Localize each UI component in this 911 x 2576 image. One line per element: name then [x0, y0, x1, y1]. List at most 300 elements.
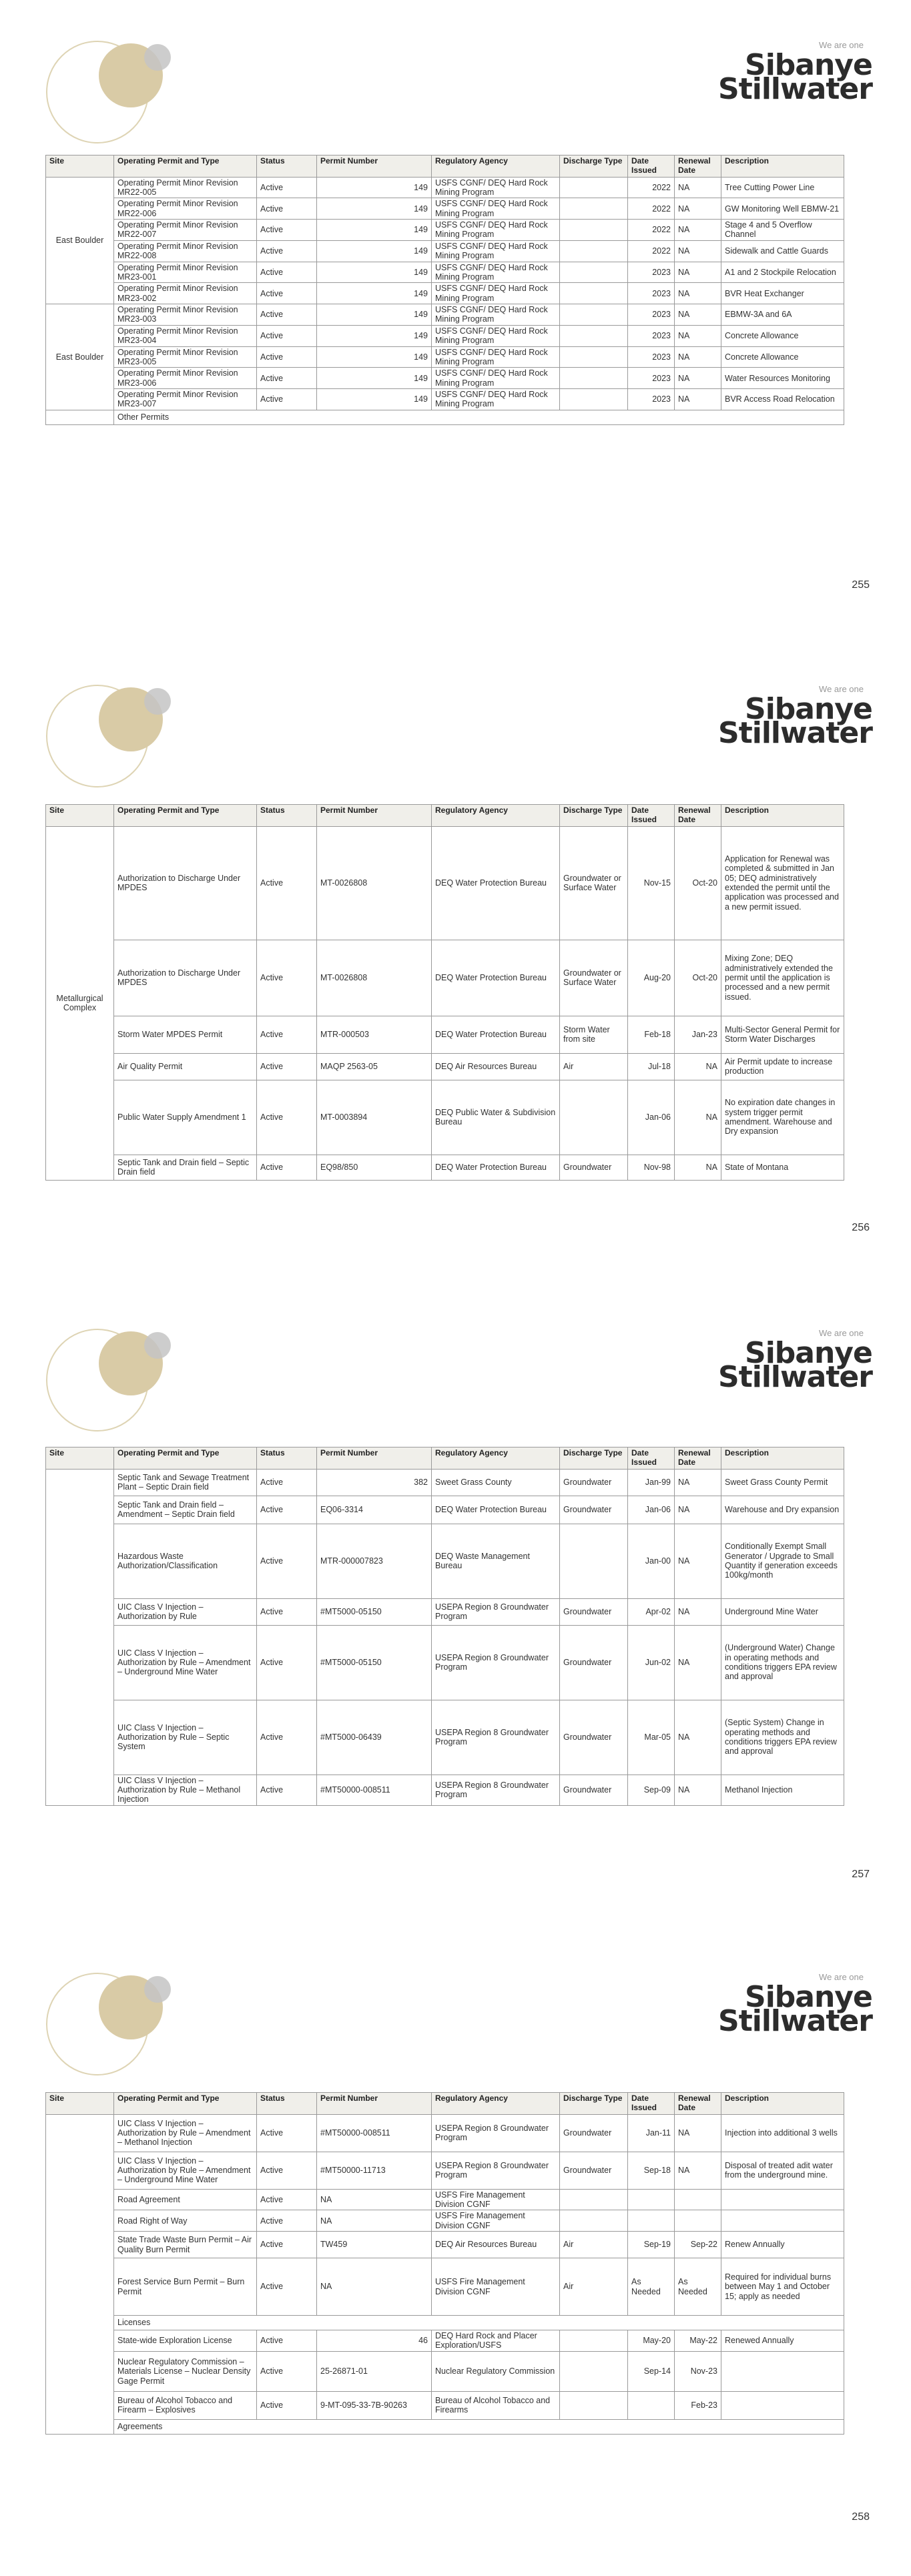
renewal-cell: Nov-23: [675, 2351, 721, 2391]
date-issued-cell: Sep-09: [628, 1775, 675, 1805]
description-cell: Conditionally Exempt Small Generator / Upgrade to Small Quantity if generation exceeds 100kg/month: [721, 1524, 844, 1598]
permit-type-cell: Operating Permit Minor Revision MR23-002: [114, 283, 257, 304]
description-cell: Disposal of treated adit water from the underground mine.: [721, 2152, 844, 2189]
discharge-cell: Groundwater: [560, 2152, 628, 2189]
permit-number-cell: 25-26871-01: [317, 2351, 432, 2391]
date-issued-cell: [628, 2189, 675, 2210]
renewal-cell: Sep-22: [675, 2232, 721, 2258]
col-discharge-type: Discharge Type: [560, 2093, 628, 2115]
discharge-cell: [560, 304, 628, 326]
col-renewal-date: Renewal Date: [675, 805, 721, 827]
agency-cell: USEPA Region 8 Groundwater Program: [432, 2152, 560, 2189]
status-cell: Active: [257, 1016, 317, 1053]
table-row: [46, 2210, 844, 2232]
agency-cell: USFS Fire Management Division CGNF: [432, 2210, 560, 2232]
permit-type-cell: Authorization to Discharge Under MPDES: [114, 940, 257, 1016]
site-cell: East Boulder: [46, 177, 114, 304]
discharge-cell: [560, 1524, 628, 1598]
permit-number-cell: #MT50000-008511: [317, 1775, 432, 1805]
description-cell: BVR Access Road Relocation: [721, 389, 844, 410]
col-description: Description: [721, 1447, 844, 1470]
renewal-cell: NA: [675, 198, 721, 220]
permit-number-cell: NA: [317, 2210, 432, 2232]
permit-type-cell: UIC Class V Injection – Authorization by Rule: [114, 1598, 257, 1625]
description-cell: Stage 4 and 5 Overflow Channel: [721, 220, 844, 241]
agency-cell: DEQ Hard Rock and Placer Exploration/USFS: [432, 2330, 560, 2352]
discharge-cell: Air: [560, 1053, 628, 1080]
discharge-cell: Air: [560, 2258, 628, 2316]
agency-cell: USFS CGNF/ DEQ Hard Rock Mining Program: [432, 346, 560, 368]
table-row: [46, 2114, 844, 2152]
section-row-agreements: [46, 2419, 844, 2434]
discharge-cell: Groundwater: [560, 1496, 628, 1524]
logo-word2: tillwater: [738, 716, 872, 750]
permit-type-cell: Public Water Supply Amendment 1: [114, 1080, 257, 1155]
status-cell: Active: [257, 2330, 317, 2352]
table-header-row: [46, 2093, 844, 2115]
permit-type-cell: Operating Permit Minor Revision MR22-008: [114, 240, 257, 262]
renewal-cell: NA: [675, 346, 721, 368]
description-cell: [721, 2189, 844, 2210]
discharge-cell: [560, 283, 628, 304]
renewal-cell: NA: [675, 1524, 721, 1598]
permit-type-cell: UIC Class V Injection – Authorization by Rule – Amendment – Underground Mine Water: [114, 1625, 257, 1700]
permit-type-cell: Road Agreement: [114, 2189, 257, 2210]
description-cell: Mixing Zone; DEQ administratively extended the permit until the application is processed and a new permit issued.: [721, 940, 844, 1016]
agency-cell: DEQ Water Protection Bureau: [432, 940, 560, 1016]
permit-number-cell: 149: [317, 198, 432, 220]
renewal-cell: Oct-20: [675, 940, 721, 1016]
discharge-cell: [560, 1080, 628, 1155]
discharge-cell: Air: [560, 2232, 628, 2258]
agency-cell: DEQ Public Water & Subdivision Bureau: [432, 1080, 560, 1155]
permit-number-cell: 149: [317, 177, 432, 198]
description-cell: EBMW-3A and 6A: [721, 304, 844, 326]
table-row: [46, 220, 844, 241]
date-issued-cell: 2022: [628, 240, 675, 262]
renewal-cell: NA: [675, 368, 721, 389]
agency-cell: USFS CGNF/ DEQ Hard Rock Mining Program: [432, 240, 560, 262]
description-cell: State of Montana: [721, 1155, 844, 1180]
permit-number-cell: 149: [317, 389, 432, 410]
logo-word1: ibanye: [765, 48, 872, 82]
description-cell: [721, 2351, 844, 2391]
permit-number-cell: #MT50000-11713: [317, 2152, 432, 2189]
table-row: [46, 346, 844, 368]
logo-word1: ibanye: [765, 1336, 872, 1370]
description-cell: Renewed Annually: [721, 2330, 844, 2352]
permit-type-cell: Operating Permit Minor Revision MR23-004: [114, 325, 257, 346]
agency-cell: DEQ Water Protection Bureau: [432, 1155, 560, 1180]
permit-number-cell: 382: [317, 1469, 432, 1496]
renewal-cell: NA: [675, 325, 721, 346]
permit-number-cell: MAQP 2563-05: [317, 1053, 432, 1080]
table-row: [46, 177, 844, 198]
permit-number-cell: 46: [317, 2330, 432, 2352]
discharge-cell: [560, 368, 628, 389]
permit-type-cell: Operating Permit Minor Revision MR22-006: [114, 198, 257, 220]
col-site: Site: [46, 1447, 114, 1470]
description-cell: (Septic System) Change in operating methods and conditions triggers EPA review and approval: [721, 1700, 844, 1775]
table-row: [46, 1053, 844, 1080]
renewal-cell: NA: [675, 1496, 721, 1524]
table-row: [46, 2152, 844, 2189]
status-cell: Active: [257, 2391, 317, 2419]
page-number: 255: [852, 579, 870, 591]
table-row: [46, 1016, 844, 1053]
status-cell: Active: [257, 1524, 317, 1598]
permit-type-cell: Bureau of Alcohol Tobacco and Firearm – Explosives: [114, 2391, 257, 2419]
agency-cell: DEQ Waste Management Bureau: [432, 1524, 560, 1598]
description-cell: Warehouse and Dry expansion: [721, 1496, 844, 1524]
description-cell: No expiration date changes in system trigger permit amendment. Warehouse and Dry expansion: [721, 1080, 844, 1155]
date-issued-cell: [628, 2210, 675, 2232]
agency-cell: USFS Fire Management Division CGNF: [432, 2189, 560, 2210]
company-logo: We are one Sibanye Stillwater: [718, 1328, 872, 1394]
status-cell: Active: [257, 2351, 317, 2391]
renewal-cell: May-22: [675, 2330, 721, 2352]
col-discharge-type: Discharge Type: [560, 805, 628, 827]
col-discharge-type: Discharge Type: [560, 1447, 628, 1470]
date-issued-cell: 2022: [628, 177, 675, 198]
logo-tagline: We are one: [819, 1972, 864, 1982]
description-cell: [721, 2210, 844, 2232]
date-issued-cell: 2023: [628, 262, 675, 283]
description-cell: Sidewalk and Cattle Guards: [721, 240, 844, 262]
table-row: [46, 940, 844, 1016]
discharge-cell: [560, 2330, 628, 2352]
logo-word2: tillwater: [738, 72, 872, 106]
table-row: [46, 368, 844, 389]
table-header-row: [46, 805, 844, 827]
status-cell: Active: [257, 1775, 317, 1805]
permit-number-cell: TW459: [317, 2232, 432, 2258]
permit-number-cell: MTR-000503: [317, 1016, 432, 1053]
permit-number-cell: 149: [317, 368, 432, 389]
renewal-cell: NA: [675, 2114, 721, 2152]
description-cell: Concrete Allowance: [721, 325, 844, 346]
discharge-cell: Groundwater: [560, 1598, 628, 1625]
permit-number-cell: 149: [317, 325, 432, 346]
permit-number-cell: 149: [317, 304, 432, 326]
page-256: [0, 644, 911, 1288]
col-permit-number: Permit Number: [317, 1447, 432, 1470]
permit-type-cell: Nuclear Regulatory Commission – Materials License – Nuclear Density Gage Permit: [114, 2351, 257, 2391]
table-row: [46, 283, 844, 304]
page-255: [0, 0, 911, 644]
renewal-cell: NA: [675, 283, 721, 304]
date-issued-cell: Jan-06: [628, 1496, 675, 1524]
status-cell: Active: [257, 1625, 317, 1700]
permit-number-cell: 149: [317, 262, 432, 283]
permit-type-cell: Authorization to Discharge Under MPDES: [114, 826, 257, 940]
table-row: [46, 2189, 844, 2210]
permit-type-cell: Septic Tank and Drain field – Amendment – Septic Drain field: [114, 1496, 257, 1524]
status-cell: Active: [257, 1155, 317, 1180]
agency-cell: USFS CGNF/ DEQ Hard Rock Mining Program: [432, 177, 560, 198]
table-row: [46, 2258, 844, 2316]
col-description: Description: [721, 155, 844, 178]
col-date-issued: Date Issued: [628, 805, 675, 827]
date-issued-cell: Jul-18: [628, 1053, 675, 1080]
agency-cell: USFS CGNF/ DEQ Hard Rock Mining Program: [432, 304, 560, 326]
date-issued-cell: Nov-98: [628, 1155, 675, 1180]
agency-cell: USFS CGNF/ DEQ Hard Rock Mining Program: [432, 220, 560, 241]
status-cell: Active: [257, 283, 317, 304]
discharge-cell: Groundwater: [560, 1775, 628, 1805]
section-row-other-permits: [46, 410, 844, 424]
logo-word1: ibanye: [765, 692, 872, 726]
status-cell: Active: [257, 240, 317, 262]
date-issued-cell: Sep-14: [628, 2351, 675, 2391]
date-issued-cell: Jun-02: [628, 1625, 675, 1700]
table-row: [46, 1080, 844, 1155]
date-issued-cell: 2023: [628, 389, 675, 410]
discharge-cell: [560, 389, 628, 410]
table-header-row: [46, 155, 844, 178]
site-cell: East Boulder: [46, 304, 114, 410]
col-status: Status: [257, 2093, 317, 2115]
permit-type-cell: Septic Tank and Drain field – Septic Drain field: [114, 1155, 257, 1180]
table-row: [46, 389, 844, 410]
date-issued-cell: Jan-11: [628, 2114, 675, 2152]
date-issued-cell: 2023: [628, 304, 675, 326]
agency-cell: DEQ Water Protection Bureau: [432, 1496, 560, 1524]
company-logo: We are one Sibanye Stillwater: [718, 40, 872, 106]
renewal-cell: Feb-23: [675, 2391, 721, 2419]
permit-number-cell: MT-0026808: [317, 826, 432, 940]
permit-number-cell: #MT5000-06439: [317, 1700, 432, 1775]
renewal-cell: NA: [675, 2152, 721, 2189]
status-cell: Active: [257, 2114, 317, 2152]
permit-type-cell: UIC Class V Injection – Authorization by Rule – Amendment – Methanol Injection: [114, 2114, 257, 2152]
page-258: [0, 1932, 911, 2576]
renewal-cell: Jan-23: [675, 1016, 721, 1053]
discharge-cell: [560, 262, 628, 283]
renewal-cell: NA: [675, 1700, 721, 1775]
table-row: [46, 240, 844, 262]
date-issued-cell: Jan-99: [628, 1469, 675, 1496]
permit-number-cell: 9-MT-095-33-7B-90263: [317, 2391, 432, 2419]
table-row: [46, 1625, 844, 1700]
agency-cell: USFS CGNF/ DEQ Hard Rock Mining Program: [432, 389, 560, 410]
permit-type-cell: Hazardous Waste Authorization/Classification: [114, 1524, 257, 1598]
date-issued-cell: 2023: [628, 368, 675, 389]
discharge-cell: [560, 198, 628, 220]
status-cell: Active: [257, 177, 317, 198]
permit-type-cell: State Trade Waste Burn Permit – Air Quality Burn Permit: [114, 2232, 257, 2258]
permit-type-cell: Operating Permit Minor Revision MR23-005: [114, 346, 257, 368]
col-status: Status: [257, 1447, 317, 1470]
col-site: Site: [46, 805, 114, 827]
date-issued-cell: Nov-15: [628, 826, 675, 940]
status-cell: Active: [257, 2210, 317, 2232]
discharge-cell: [560, 2391, 628, 2419]
col-permit-type: Operating Permit and Type: [114, 805, 257, 827]
section-label: Licenses: [114, 2316, 844, 2330]
col-permit-type: Operating Permit and Type: [114, 155, 257, 178]
description-cell: Concrete Allowance: [721, 346, 844, 368]
renewal-cell: NA: [675, 1053, 721, 1080]
renewal-cell: NA: [675, 1469, 721, 1496]
agency-cell: USFS CGNF/ DEQ Hard Rock Mining Program: [432, 283, 560, 304]
logo-tagline: We are one: [819, 40, 864, 50]
table-row: [46, 2391, 844, 2419]
permit-number-cell: EQ06-3314: [317, 1496, 432, 1524]
site-cell: Metallurgical Complex: [46, 826, 114, 1180]
permit-type-cell: UIC Class V Injection – Authorization by Rule – Amendment – Underground Mine Water: [114, 2152, 257, 2189]
renewal-cell: NA: [675, 304, 721, 326]
discharge-cell: Groundwater or Surface Water: [560, 826, 628, 940]
col-status: Status: [257, 155, 317, 178]
discharge-cell: Groundwater or Surface Water: [560, 940, 628, 1016]
col-agency: Regulatory Agency: [432, 2093, 560, 2115]
date-issued-cell: Sep-18: [628, 2152, 675, 2189]
renewal-cell: As Needed: [675, 2258, 721, 2316]
date-issued-cell: 2022: [628, 220, 675, 241]
agency-cell: Bureau of Alcohol Tobacco and Firearms: [432, 2391, 560, 2419]
agency-cell: DEQ Water Protection Bureau: [432, 826, 560, 940]
permit-number-cell: 149: [317, 240, 432, 262]
table-row: [46, 1524, 844, 1598]
agency-cell: DEQ Water Protection Bureau: [432, 1016, 560, 1053]
permit-number-cell: NA: [317, 2189, 432, 2210]
permit-type-cell: Forest Service Burn Permit – Burn Permit: [114, 2258, 257, 2316]
section-label: Other Permits: [114, 410, 844, 424]
permit-type-cell: Septic Tank and Sewage Treatment Plant – Septic Drain field: [114, 1469, 257, 1496]
col-description: Description: [721, 2093, 844, 2115]
date-issued-cell: Apr-02: [628, 1598, 675, 1625]
discharge-cell: Groundwater: [560, 1700, 628, 1775]
renewal-cell: NA: [675, 177, 721, 198]
permit-number-cell: MT-0026808: [317, 940, 432, 1016]
table-row: [46, 262, 844, 283]
table-row: [46, 1775, 844, 1805]
permit-number-cell: EQ98/850: [317, 1155, 432, 1180]
status-cell: Active: [257, 2258, 317, 2316]
description-cell: Air Permit update to increase production: [721, 1053, 844, 1080]
description-cell: Sweet Grass County Permit: [721, 1469, 844, 1496]
date-issued-cell: 2022: [628, 198, 675, 220]
status-cell: Active: [257, 1598, 317, 1625]
page-number: 258: [852, 2511, 870, 2523]
renewal-cell: [675, 2189, 721, 2210]
permit-type-cell: Storm Water MPDES Permit: [114, 1016, 257, 1053]
status-cell: Active: [257, 346, 317, 368]
discharge-cell: [560, 2351, 628, 2391]
permit-number-cell: 149: [317, 283, 432, 304]
permit-type-cell: UIC Class V Injection – Authorization by Rule – Septic System: [114, 1700, 257, 1775]
col-discharge-type: Discharge Type: [560, 155, 628, 178]
status-cell: Active: [257, 325, 317, 346]
agency-cell: USFS CGNF/ DEQ Hard Rock Mining Program: [432, 325, 560, 346]
permit-number-cell: 149: [317, 220, 432, 241]
permits-table: [45, 155, 844, 425]
renewal-cell: NA: [675, 220, 721, 241]
table-row: [46, 1496, 844, 1524]
date-issued-cell: As Needed: [628, 2258, 675, 2316]
permits-table: [45, 804, 844, 1181]
logo-word1: ibanye: [765, 1980, 872, 2014]
col-agency: Regulatory Agency: [432, 155, 560, 178]
permits-table: [45, 2092, 844, 2435]
agency-cell: DEQ Air Resources Bureau: [432, 1053, 560, 1080]
permit-type-cell: Operating Permit Minor Revision MR22-007: [114, 220, 257, 241]
col-permit-number: Permit Number: [317, 2093, 432, 2115]
col-permit-number: Permit Number: [317, 155, 432, 178]
discharge-cell: Groundwater: [560, 1469, 628, 1496]
logo-word2: tillwater: [738, 1360, 872, 1394]
status-cell: Active: [257, 198, 317, 220]
status-cell: Active: [257, 1080, 317, 1155]
discharge-cell: [560, 240, 628, 262]
description-cell: GW Monitoring Well EBMW-21: [721, 198, 844, 220]
col-site: Site: [46, 2093, 114, 2115]
date-issued-cell: 2023: [628, 325, 675, 346]
permit-type-cell: Air Quality Permit: [114, 1053, 257, 1080]
status-cell: Active: [257, 940, 317, 1016]
col-renewal-date: Renewal Date: [675, 2093, 721, 2115]
date-issued-cell: [628, 2391, 675, 2419]
renewal-cell: NA: [675, 240, 721, 262]
renewal-cell: NA: [675, 1775, 721, 1805]
renewal-cell: NA: [675, 1155, 721, 1180]
col-status: Status: [257, 805, 317, 827]
renewal-cell: NA: [675, 1080, 721, 1155]
status-cell: Active: [257, 1469, 317, 1496]
col-date-issued: Date Issued: [628, 2093, 675, 2115]
date-issued-cell: Jan-00: [628, 1524, 675, 1598]
table-row: [46, 198, 844, 220]
permit-number-cell: #MT5000-05150: [317, 1625, 432, 1700]
permit-type-cell: Operating Permit Minor Revision MR22-005: [114, 177, 257, 198]
date-issued-cell: Feb-18: [628, 1016, 675, 1053]
page-257: [0, 1288, 911, 1932]
discharge-cell: [560, 2189, 628, 2210]
date-issued-cell: Mar-05: [628, 1700, 675, 1775]
col-date-issued: Date Issued: [628, 1447, 675, 1470]
agency-cell: USFS CGNF/ DEQ Hard Rock Mining Program: [432, 198, 560, 220]
status-cell: Active: [257, 2189, 317, 2210]
agency-cell: Sweet Grass County: [432, 1469, 560, 1496]
status-cell: Active: [257, 1700, 317, 1775]
discharge-cell: Groundwater: [560, 1625, 628, 1700]
logo-tagline: We are one: [819, 1328, 864, 1338]
description-cell: BVR Heat Exchanger: [721, 283, 844, 304]
col-permit-number: Permit Number: [317, 805, 432, 827]
discharge-cell: Storm Water from site: [560, 1016, 628, 1053]
company-logo: We are one Sibanye Stillwater: [718, 1972, 872, 2038]
description-cell: Methanol Injection: [721, 1775, 844, 1805]
description-cell: A1 and 2 Stockpile Relocation: [721, 262, 844, 283]
status-cell: Active: [257, 262, 317, 283]
empty-site-cell: [46, 410, 114, 424]
section-row-licenses: [46, 2316, 844, 2330]
discharge-cell: Groundwater: [560, 2114, 628, 2152]
table-row: [46, 826, 844, 940]
agency-cell: DEQ Air Resources Bureau: [432, 2232, 560, 2258]
description-cell: Required for individual burns between May 1 and October 15; apply as needed: [721, 2258, 844, 2316]
status-cell: Active: [257, 304, 317, 326]
description-cell: [721, 2391, 844, 2419]
col-date-issued: Date Issued: [628, 155, 675, 178]
permit-type-cell: Operating Permit Minor Revision MR23-003: [114, 304, 257, 326]
description-cell: Renew Annually: [721, 2232, 844, 2258]
renewal-cell: [675, 2210, 721, 2232]
discharge-cell: [560, 325, 628, 346]
col-agency: Regulatory Agency: [432, 805, 560, 827]
page-number: 256: [852, 1222, 870, 1233]
